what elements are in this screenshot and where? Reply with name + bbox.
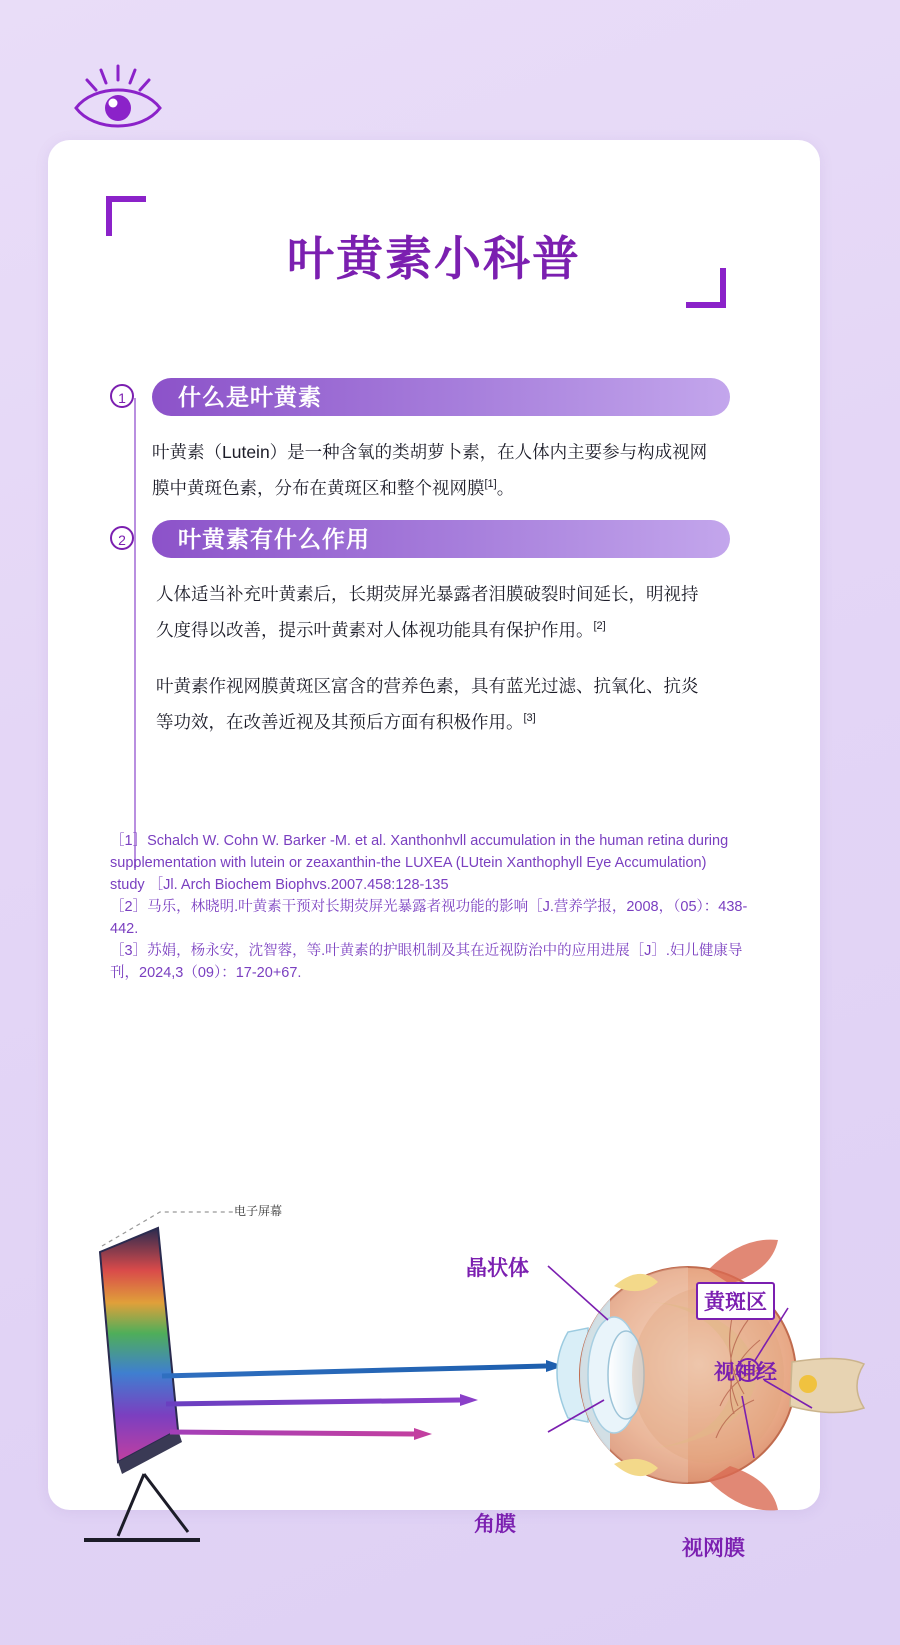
page-title: 叶黄素小科普	[287, 232, 581, 285]
reference-item: study ［Jl. Arch Biochem Biophvs.2007.458:128-135	[110, 877, 449, 893]
label-cornea: 角膜	[474, 1513, 516, 1536]
label-screen: 电子屏幕	[234, 1204, 283, 1218]
label-macula: 黄斑区	[696, 1282, 775, 1320]
content-card	[48, 140, 820, 1560]
reference-item: ［2］马乐，林晓明.叶黄素干预对长期荧屏光暴露者视功能的影响［J.营养学报，2008，（05）：438-442.	[110, 899, 748, 937]
section-1-heading: 什么是叶黄素	[152, 378, 730, 416]
reference-item: ［1］Schalch W. Cohn W. Barker -M. et al. Xanthonhvll accumulation in the human retina during supplementation with lutein or zeaxanthin-the LUXEA (LUtein Xanthophyll Eye Accumulation)	[110, 833, 729, 871]
section-2-number: 2	[110, 526, 134, 550]
section-2-ref-marker-2: [3]	[523, 712, 536, 724]
label-retina: 视网膜	[682, 1537, 745, 1560]
section-1-number: 1	[110, 384, 134, 408]
timeline-line	[134, 398, 136, 868]
section-2-paragraph-1	[156, 578, 714, 646]
references-block	[110, 830, 770, 984]
section-1-ref-marker: [1]	[484, 478, 497, 490]
section-1-paragraph	[152, 436, 710, 504]
eye-diagram	[48, 1070, 820, 1560]
section-2-paragraph-2-text: 叶黄素作视网膜黄斑区富含的营养色素，具有蓝光过滤、抗氧化、抗炎等功效，在改善近视及其预后方面有积极作用。	[156, 676, 699, 732]
section-2-ref-marker-1: [2]	[593, 620, 606, 632]
section-1-paragraph-tail: 。	[496, 477, 515, 498]
section-2-heading: 叶黄素有什么作用	[152, 520, 730, 558]
section-2-paragraph-1-text: 人体适当补充叶黄素后，长期荧屏光暴露者泪膜破裂时间延长，明视持久度得以改善，提示叶黄素对人体视功能具有保护作用。	[156, 584, 699, 640]
light-rays	[162, 1360, 564, 1440]
eye-icon	[68, 62, 168, 140]
eyeball-graphic	[557, 1240, 864, 1511]
section-2-paragraph-2	[156, 670, 714, 738]
section-1-paragraph-text: 叶黄素（Lutein）是一种含氧的类胡萝卜素，在人体内主要参与构成视网膜中黄斑色素，分布在黄斑区和整个视网膜	[152, 442, 708, 498]
label-lens: 晶状体	[466, 1257, 529, 1280]
label-optic-nerve: 视神经	[714, 1361, 777, 1384]
reference-item: ［3］苏娟，杨永安，沈智蓉，等.叶黄素的护眼机制及其在近视防治中的应用进展［J］.妇儿健康导刊，2024,3（09）：17-20+67.	[110, 943, 743, 981]
